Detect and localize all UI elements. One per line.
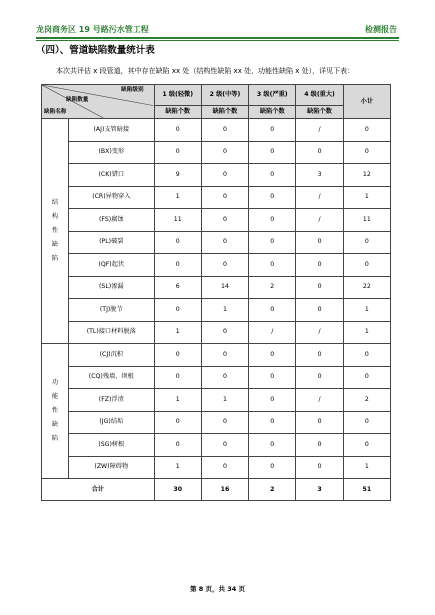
defect-count: 1: [343, 456, 390, 479]
defect-count: 0: [296, 434, 343, 457]
defect-count: 0: [296, 276, 343, 299]
defect-count: 0: [201, 344, 248, 367]
defect-count: 9: [154, 164, 201, 187]
page-footer: 第 8 页，共 34 页: [189, 585, 246, 593]
defect-name: (TL)接口材料脱落: [69, 321, 155, 344]
defect-name: (AJ)支管暗接: [69, 119, 155, 142]
defect-count: 0: [249, 456, 296, 479]
category-char: 陷: [51, 435, 59, 442]
page-header: [36, 24, 399, 38]
defect-count: 0: [249, 254, 296, 277]
defect-count: 0: [201, 186, 248, 209]
table-row: [42, 141, 391, 164]
defect-count: 12: [343, 164, 390, 187]
defect-count: 11: [343, 209, 390, 232]
grade-header-3: 3 级(严重): [249, 85, 296, 106]
grade-header-1: 1 级(轻微): [154, 85, 201, 106]
table-row: [42, 411, 391, 434]
defect-count: 1: [343, 299, 390, 322]
defect-name: (FS)腐蚀: [69, 209, 155, 232]
category-char: 性: [51, 227, 59, 234]
defect-name: (ZW)障碍物: [69, 456, 155, 479]
corner-label-name: 缺陷名称: [44, 109, 67, 115]
defect-count: 0: [343, 141, 390, 164]
defect-count: 0: [201, 164, 248, 187]
defect-count: 6: [154, 276, 201, 299]
defect-count: 0: [201, 366, 248, 389]
table-row: [42, 119, 391, 142]
corner-label-count: 缺陷数量: [66, 97, 89, 103]
defect-count: /: [296, 119, 343, 142]
defect-count: 0: [249, 344, 296, 367]
defect-count: /: [296, 186, 343, 209]
count-label-1: 缺陷个数: [154, 106, 201, 119]
defect-count: 0: [201, 209, 248, 232]
defect-count: 0: [249, 366, 296, 389]
category-char: 缺: [51, 241, 59, 248]
table-row: [42, 299, 391, 322]
defect-statistics-table: [41, 84, 391, 501]
defect-count: 0: [154, 119, 201, 142]
defect-count: 1: [201, 299, 248, 322]
category-char: 陷: [51, 255, 59, 262]
defect-count: 0: [154, 254, 201, 277]
category-char: 能: [51, 393, 59, 400]
defect-count: 0: [154, 141, 201, 164]
category-char: 功: [51, 379, 59, 386]
defect-count: 0: [154, 434, 201, 457]
header-rule-thin: [36, 40, 399, 41]
total-count: 3: [296, 479, 343, 501]
defect-count: 0: [296, 411, 343, 434]
defect-count: 1: [154, 389, 201, 412]
total-count: 30: [154, 479, 201, 501]
defect-count: 0: [249, 186, 296, 209]
category-char: 构: [51, 213, 59, 220]
defect-count: 14: [201, 276, 248, 299]
grade-header-4: 4 级(重大): [296, 85, 343, 106]
header-rule: [36, 37, 399, 39]
category-char: 结: [51, 199, 59, 206]
defect-name: (CK)错口: [69, 164, 155, 187]
defect-name: (CR)异物穿入: [69, 186, 155, 209]
total-count: 16: [201, 479, 248, 501]
defect-count: 0: [201, 321, 248, 344]
defect-count: 2: [343, 389, 390, 412]
defect-name: (BX)变形: [69, 141, 155, 164]
defect-count: 0: [343, 254, 390, 277]
intro-paragraph: 本次共评估 x 段管道，其中存在缺陷 xx 处（结构性缺陷 xx 处，功能性缺陷 x 处），详见下表：: [56, 67, 355, 75]
defect-count: 1: [343, 186, 390, 209]
table-row: [42, 254, 391, 277]
defect-count: /: [296, 389, 343, 412]
subtotal-header: 小计: [343, 85, 390, 119]
total-label: 合计: [42, 479, 155, 501]
section-title: （四）、管道缺陷数量统计表: [36, 45, 155, 56]
category-char: 性: [51, 407, 59, 414]
defect-count: 0: [249, 411, 296, 434]
table-row: [42, 321, 391, 344]
count-label-2: 缺陷个数: [201, 106, 248, 119]
defect-name: (PL)破裂: [69, 231, 155, 254]
defect-name: (FZ)浮渣: [69, 389, 155, 412]
defect-count: 0: [201, 119, 248, 142]
table-row: [42, 366, 391, 389]
defect-count: 0: [296, 141, 343, 164]
defect-count: 0: [296, 366, 343, 389]
defect-count: 0: [296, 456, 343, 479]
defect-count: 1: [154, 186, 201, 209]
defect-count: 0: [154, 231, 201, 254]
defect-name: (CJ)沉积: [69, 344, 155, 367]
defect-count: 0: [201, 231, 248, 254]
defect-name: (JG)结垢: [69, 411, 155, 434]
total-count: 51: [343, 479, 390, 501]
count-label-3: 缺陷个数: [249, 106, 296, 119]
defect-name: (SL)渗漏: [69, 276, 155, 299]
grade-header-2: 2 级(中等): [201, 85, 248, 106]
defect-count: 11: [154, 209, 201, 232]
table-row: [42, 231, 391, 254]
category-char: 缺: [51, 421, 59, 428]
functional-defect-category: [42, 344, 69, 479]
defect-count: 0: [201, 254, 248, 277]
defect-count: 0: [201, 456, 248, 479]
defect-count: 1: [201, 389, 248, 412]
structural-defect-category: [42, 119, 69, 344]
table-row: [42, 276, 391, 299]
defect-count: 0: [249, 389, 296, 412]
defect-count: 0: [154, 299, 201, 322]
defect-count: 0: [201, 141, 248, 164]
table-row: [42, 164, 391, 187]
corner-header-cell: [42, 85, 155, 119]
defect-count: 0: [249, 119, 296, 142]
defect-count: /: [249, 321, 296, 344]
table-row: [42, 434, 391, 457]
defect-count: 0: [343, 411, 390, 434]
defect-count: 0: [249, 231, 296, 254]
table-row: [42, 344, 391, 367]
table-row: [42, 456, 391, 479]
total-row: [42, 479, 391, 501]
defect-count: 1: [343, 321, 390, 344]
header-row-grades: [42, 85, 391, 106]
corner-label-grade: 缺陷级别: [121, 87, 144, 93]
defect-count: 0: [343, 434, 390, 457]
defect-count: 0: [296, 344, 343, 367]
defect-count: 0: [249, 299, 296, 322]
table-row: [42, 209, 391, 232]
count-label-4: 缺陷个数: [296, 106, 343, 119]
defect-count: 0: [154, 344, 201, 367]
defect-count: 0: [296, 254, 343, 277]
header-project-title: 龙岗商务区 19 号路污水管工程: [36, 25, 149, 34]
defect-count: 0: [296, 231, 343, 254]
defect-count: 3: [296, 164, 343, 187]
defect-count: 0: [343, 231, 390, 254]
defect-count: 0: [201, 434, 248, 457]
defect-name: (TJ)脱节: [69, 299, 155, 322]
defect-count: 0: [343, 366, 390, 389]
defect-count: 0: [154, 411, 201, 434]
defect-count: 0: [154, 366, 201, 389]
defect-count: 1: [154, 321, 201, 344]
defect-count: 0: [249, 209, 296, 232]
defect-count: /: [296, 321, 343, 344]
defect-count: 0: [296, 299, 343, 322]
defect-name: (SG)树根: [69, 434, 155, 457]
table-row: [42, 389, 391, 412]
defect-count: 0: [201, 411, 248, 434]
header-report-title: 检测报告: [365, 25, 397, 34]
defect-count: 0: [249, 434, 296, 457]
defect-count: 1: [154, 456, 201, 479]
defect-count: 2: [249, 276, 296, 299]
defect-name: (QF)起伏: [69, 254, 155, 277]
defect-count: 22: [343, 276, 390, 299]
defect-count: 0: [343, 344, 390, 367]
table-row: [42, 186, 391, 209]
total-count: 2: [249, 479, 296, 501]
defect-name: (CQ)残墙、坝根: [69, 366, 155, 389]
defect-count: /: [296, 209, 343, 232]
defect-count: 0: [249, 141, 296, 164]
defect-count: 0: [249, 164, 296, 187]
defect-count: 0: [343, 119, 390, 142]
